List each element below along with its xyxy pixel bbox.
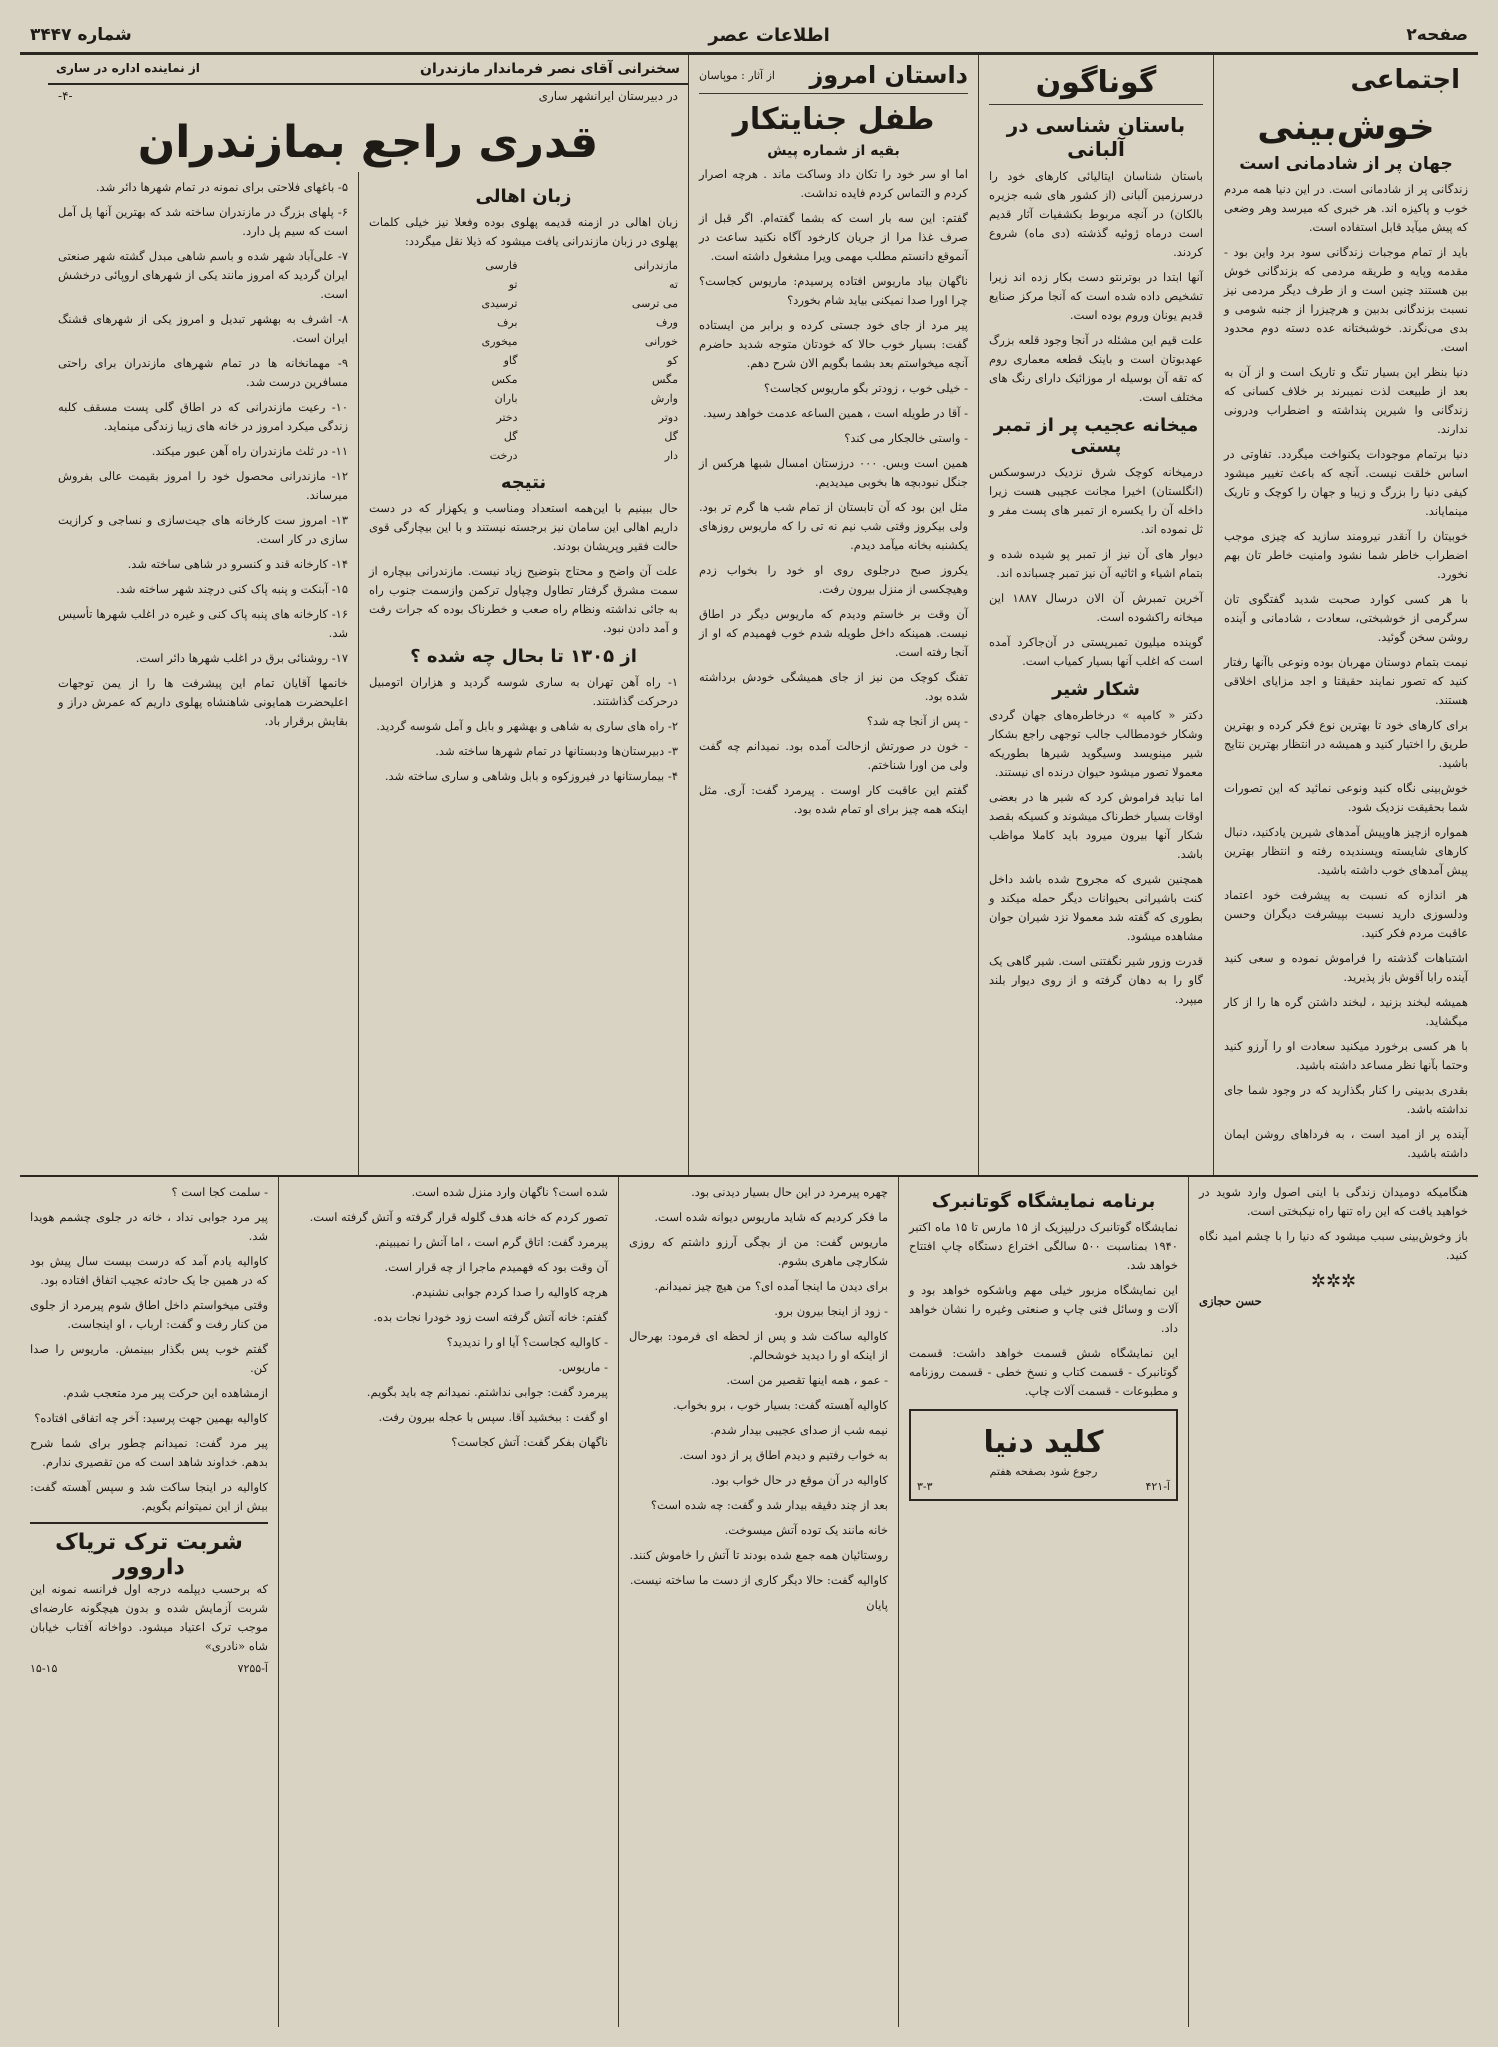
story-continued-paragraph: کاوالیه گفت: حالا دیگر کاری از دست ما ساخته نیست.	[629, 1573, 888, 1587]
story-continued-paragraph: چهره پیرمرد در این حال بسیار دیدنی بود.	[691, 1185, 888, 1199]
advertisement	[30, 1522, 268, 1675]
word-glossary	[369, 257, 678, 464]
story-paragraph: گفتم: این سه بار است که بشما گفته‌ام. اگر قبل از صرف غذا مرا از جریان کارخود آگاه نکنید ساعت در آنموقع دانستم مطلب مهمی ویرا مشغول داشته است.	[699, 211, 968, 263]
story-source: از آثار : موپاسان	[699, 68, 775, 82]
lion-hunt-paragraph: قدرت وزور شیر نگفتنی است. شیر گاهی یک گاو را به دهان گرفته و از روی دیوار بلند میپرد.	[989, 954, 1203, 1006]
story-continued-column-3	[20, 1177, 278, 2027]
story-continued-paragraph: وقتی میخواستم داخل اطاق شوم پیرمرد از جلوی من کنار رفت و گفت: ارباب ، او اینجاست.	[30, 1298, 268, 1331]
social-paragraph: نیمت بتمام دوستان مهربان بوده ونوعی باآنها رفتار کنید که تصور نمایند حقیقتا و اجد مزایای اخلاقی هستند.	[1224, 655, 1468, 707]
speech-body	[48, 172, 688, 1175]
archaeology-paragraph: علت قیم این مشئله در آنجا وجود قلعه بزرگ عهدبوتان است و باینک قطعه معماری روم که تقه آن بوسیله ار موزائیک دارای رنگ های مختلف است.	[989, 333, 1203, 404]
issue-number: شماره ۳۴۴۷	[30, 25, 132, 45]
tavern-paragraph: دیوار های آن نیز از تمبر پو شیده شده و بتمام اشیاء و اثاثیه آن نیز تمبر چسبانده اند.	[989, 547, 1203, 580]
story-continued-paragraph: ازمشاهده این حرکت پیر مرد متعجب شدم.	[62, 1386, 268, 1400]
social-paragraph: زندگانی پر از شادمانی است. در این دنیا همه مردم خوب و پاکیزه اند. هر خبری که میرسد وهر وضعی که پیش میآید قابل استفاده است.	[1224, 182, 1468, 234]
speech-header	[48, 55, 688, 85]
ad-text: که برحسب دیپلمه درجه اول فرانسه نمونه این شربت آزمایش شده و بدون هیچگونه عارضه‌ای موجب ترک اعتیاد میشود. دواخانه آفتاب خیابان شاه «نادری»	[30, 1582, 268, 1653]
story-continued-paragraph: کاوالیه آهسته گفت: بسیار خوب ، برو بخواب.	[673, 1398, 888, 1412]
story-paragraph: - پس از آنجا چه شد؟	[866, 714, 968, 728]
story-continued-paragraph: - کاوالیه کجاست؟ آیا او را ندیدید؟	[446, 1335, 608, 1349]
progress-item: ۱۷- روشنائی برق در اغلب شهرها دائر است.	[135, 651, 348, 665]
progress-item: ۶- پلهای بزرگ در مازندران ساخته شد که بهترین آنها پل آمل است که سیم پل دارد.	[58, 205, 348, 238]
story-paragraph: همین است وبس. ۰۰۰ درزستان امسال شبها هرکس از جنگل نبودبچه ها بخوبی میدیدیم.	[699, 456, 968, 489]
story-continued-paragraph: پیرمرد گفت: جوابی نداشتم. نمیدانم چه باید بگویم.	[366, 1385, 608, 1399]
social-paragraph: هر اندازه که نسبت به پیشرفت خود اعتماد ودلسوزی دارید نسبت بپیشرفت دیگران وحسن عاقبت مردم فکر کنید.	[1224, 888, 1468, 940]
speech-closing: خانمها آقایان تمام این پیشرفت ها را از یمن توجهات اعلیحضرت همایونی شاهنشاه پهلوی داریم که عمرش دراز و بقایش برقرار باد.	[58, 676, 348, 728]
glossary-word: درخت	[489, 449, 518, 462]
social-paragraph: خوش‌بینی نگاه کنید ونوعی نمائید که این تصورات شما بحقیقت نزدیک شود.	[1224, 781, 1468, 814]
reasons-text: علت آن واضح و محتاج بتوضیح زیاد نیست. مازندرانی بیچاره از سمت مشرق گرفتار تطاول وچپاول ترکمن وازسمت جنوب راه به جائی نداشته ونظام راه صعب و خطرناک بوده که جرات رفت و آمد دادن نبود.	[369, 564, 678, 635]
crossword-code-a: آ-۴۲۱	[1145, 1480, 1170, 1493]
glossary-word: گل	[503, 430, 518, 443]
tavern-body	[989, 463, 1203, 671]
story-paragraph: گفتم این عاقبت کار اوست . پیرمرد گفت: آری. مثل اینکه همه چیز برای او تمام شده بود.	[699, 783, 968, 816]
speech-venue: در دبیرستان ایرانشهر ساری	[538, 89, 678, 103]
social-paragraph: با هر کسی برخورد میکنید سعادت او را آرزو کنید وحتما بآنها نظر مساعد داشته باشید.	[1224, 1039, 1468, 1072]
story-continued-paragraph: کاوالیه ساکت شد و پس از لحظه ای فرمود: بهرحال از اینکه او را دیدید خوشحالم.	[629, 1329, 888, 1362]
variety-kicker: گوناگون	[989, 61, 1203, 105]
ad-title: شربت ترک تریاک داروور	[55, 1530, 243, 1580]
story-column	[688, 55, 978, 1175]
glossary-word: گل	[664, 430, 678, 443]
social-paragraph: با هر کسی کوارد صحبت شدید گفتگوی تان سرگرمی از خوشبختی، سعادت ، شادمانی و آینده روشن سخن گوئید.	[1224, 592, 1468, 644]
story-kicker: داستان امروز	[809, 61, 968, 89]
glossary-word: وارش	[650, 392, 678, 405]
progress-item: ۱۱- در ثلث مازندران راه آهن عبور میکند.	[151, 444, 348, 458]
crossword-title: کلید دنیا	[983, 1425, 1104, 1460]
glossary-word: ورف	[655, 316, 678, 329]
lion-hunt-body	[989, 706, 1203, 1009]
glossary-word: گاو	[503, 354, 518, 367]
tavern-paragraph: آخرین تمبرش آن الان درسال ۱۸۸۷ این میخانه راکشوده است.	[989, 591, 1203, 624]
crossword-codes	[917, 1480, 1170, 1493]
social-column	[1213, 55, 1478, 1175]
story-continued-paragraph: به خواب رفتیم و دیدم اطاق پر از دود است.	[679, 1448, 888, 1462]
page-number: صفحه۲	[1406, 25, 1468, 45]
result-text: حال ببینیم با این‌همه استعداد ومناسب و یکهزار که در دست داریم اهالی این سامان نیز برجسته نیستند و با این بیچارگی قوی حالت فقیر وپریشان بودند.	[369, 501, 678, 553]
crossword-code-b: ۳-۳	[917, 1480, 933, 1493]
story-paragraph: آن وقت بر خاستم ودیدم که ماریوس دیگر در اطاق نیست. همینکه داخل طویله شدم خوب فهمیدم که او از آنجا رفته است.	[699, 607, 968, 659]
variety-continued-column	[898, 1177, 1188, 2027]
tavern-paragraph: درمیخانه کوچک شرق نزدیک درسوسکس (انگلستان) اخیرا مجانت عجیبی هست زیرا داخله آن را یکسره از تمبر های پست مفر و ثل نموده اند.	[989, 465, 1203, 536]
progress-item: ۳- دبیرستان‌ها ودبستانها در تمام شهرها ساخته شد.	[435, 744, 678, 758]
story-paragraph: - خیلی خوب ، زودتر بگو ماریوس کجاست؟	[763, 381, 968, 395]
story-continued-paragraph: - عمو ، همه اینها تقصیر من است.	[726, 1373, 888, 1387]
story-continued-paragraph: هرچه کاوالیه را صدا کردم جوابی نشنیدم.	[411, 1285, 608, 1299]
archaeology-paragraph: آنها ابتدا در بوترنتو دست بکار زده اند زیرا تشخیص داده شده است که آنجا مرکز صنایع قدیم یونان وروم بوده است.	[989, 270, 1203, 322]
lion-hunt-paragraph: همچنین شیری که مجروح شده باشد داخل کنت باشیرانی بحیوانات دیگر حمله میکند و بطوری که گفته شد معمولا نزد شیران جوان مشاهده میشود.	[989, 872, 1203, 943]
story-header	[699, 61, 968, 94]
progress-item: ۱۶- کارخانه های پنبه پاک کنی و غیره در اغلب شهرها تأسیس شد.	[58, 607, 348, 640]
crossword-box	[909, 1409, 1178, 1501]
story-continued-paragraph: شده است؟ ناگهان وارد منزل شده است.	[411, 1185, 608, 1199]
social-body	[1224, 180, 1468, 1163]
social-title: خوش‌بینی	[1257, 107, 1435, 148]
ad-code-a: آ-۷۲۵۵	[237, 1662, 268, 1675]
lower-columns	[20, 1177, 1478, 2027]
lion-hunt-headline: شکار شیر	[1052, 679, 1140, 700]
story-continued-paragraph: پیرمرد گفت: اتاق گرم است ، اما آتش را نمیبینم.	[374, 1235, 608, 1249]
glossary-word: ته	[669, 278, 678, 291]
social-paragraph: دنیا برتمام موجودات یکنواخت میگردد. تفاوتی در اساس خلقت نیست. آنچه که باعث تغییر میشود کیفی دنیا را بزرگ و زیبا و جهان را کوچک و تاریک مینمایاند.	[1224, 447, 1468, 518]
ornament-stars: ✲✲✲	[1310, 1271, 1357, 1292]
program-title: برنامه نمایشگاه گوتانبرک	[931, 1191, 1156, 1212]
program-paragraph: این نمایشگاه مزبور خیلی مهم وباشکوه خواهد بود و آلات و وسائل فنی چاپ و صنعتی وغیره را نشان خواهد داد.	[909, 1283, 1178, 1335]
story-continued-column-2	[278, 1177, 618, 2027]
story-paragraph: - آقا در طویله است ، همین الساعه عدمت خواهد رسید.	[703, 406, 968, 420]
story-continued-paragraph: کاوالیه در اینجا ساکت شد و سپس آهسته گفت: بیش از این نمیتوانم بگویم.	[30, 1480, 268, 1513]
story-continued-body	[629, 1183, 888, 1615]
progress-item: ۸- اشرف به بهشهر تبدیل و امروز یکی از شهرهای قشنگ ایران است.	[58, 312, 348, 345]
progress-item: ۵- باغهای فلاحتی برای نمونه در تمام شهرها دائر شد.	[95, 180, 348, 194]
social-closing	[1199, 1183, 1468, 1265]
variety-column	[978, 55, 1213, 1175]
glossary-word: دختر	[496, 411, 518, 424]
story-continued-paragraph: - سلمت کجا است ؟	[171, 1185, 268, 1199]
glossary-word: دار	[664, 449, 678, 462]
story-continued-paragraph: ماریوس گفت: من از بچگی آرزو داشتم که روزی شکارچی ماهری بشوم.	[629, 1235, 888, 1268]
program-paragraph: این نمایشگاه شش قسمت خواهد داشت: قسمت گوتانبرک - قسمت کتاب و نسخ خطی - قسمت روزنامه و مطبوعات - قسمت آلات چاپ.	[909, 1346, 1178, 1398]
glossary-word: مگس	[652, 373, 678, 386]
archaeology-paragraph: باستان شناسان ایتالیائی کارهای خود را درسرزمین آلبانی (از کشور های شبه جزیره بالکان) در آنچه مربوط بکشفیات آثار قدیم است درماه ژوئیه گذشته (دی ماه) شروع کردند.	[989, 169, 1203, 259]
social-signature: حسن حجازی	[1199, 1294, 1262, 1308]
glossary-word: ترسیدی	[481, 297, 518, 310]
speech-subheader	[48, 85, 688, 107]
story-paragraph: اما او سر خود را تکان داد وساکت ماند . هرچه اصرار کردم و التماس کردم فایده نداشت.	[699, 167, 968, 200]
speech-body-right	[358, 172, 688, 1175]
story-continued-paragraph: گفتم: خانه آتش گرفته است زود خودرا نجات بده.	[373, 1310, 608, 1324]
story-body	[699, 165, 968, 819]
social-subtitle: جهان پر از شادمانی است	[1239, 154, 1453, 174]
story-paragraph: - واستی خالجکار می کند؟	[844, 431, 968, 445]
upper-columns	[20, 55, 1478, 1177]
archaeology-body	[989, 167, 1203, 407]
story-paragraph: مثل این بود که آن تابستان از تمام شب ها گرم تر بود. ولی بیکروز وقتی شب نیم نه تی را که ماریوس روزهای یکشنبه بخانه میآمد دیدم.	[699, 500, 968, 552]
language-intro: زبان اهالی در ازمنه قدیمه پهلوی بوده وفعلا نیز خیلی کلمات پهلوی در زبان مازندرانی یافت میشود که ذیلا نقل میگردد:	[369, 215, 678, 248]
story-paragraph: ناگهان بیاد ماریوس افتاده پرسیدم: ماریوس کجاست؟ چرا اورا صدا نمیکنی بیاید شام بخورد؟	[699, 274, 968, 307]
speech-correspondent: از نماینده اداره در ساری	[56, 61, 200, 75]
progress-item: ۱۲- مازندرانی محصول خود را امروز بقیمت عالی بفروش میرساند.	[58, 469, 348, 502]
progress-item: ۴- بیمارستانها در فیروزکوه و بابل وشاهی و ساری ساخته شد.	[384, 769, 678, 783]
program-body	[909, 1218, 1178, 1401]
story-continued-column	[618, 1177, 898, 2027]
glossary-word: برف	[496, 316, 518, 329]
speech-part-number: -۴-	[58, 89, 73, 103]
speech-headline: قدری راجع بمازندران	[137, 117, 599, 168]
speech-body-left	[48, 172, 358, 1175]
lion-hunt-paragraph: دکتر « کامپه » درخاطره‌های جهان گردی وشکار خودمطالب جالب توجهی راجع بشکار شیر مینویسد وسیگوید شیرها بطوریکه معمولا تصور میشود حیوان درنده ای نیستند.	[989, 708, 1203, 779]
story-continued-paragraph: کاوالیه یادم آمد که درست بیست سال پیش بود که در همین جا یک حادثه عجیب اتفاق افتاده بود.	[30, 1254, 268, 1287]
social-closing-paragraph: هنگامیکه دومیدان زندگی با اینی اصول وارد شوید در خواهید یافت که این راه تنها راه نیکبختی است.	[1199, 1185, 1468, 1218]
social-continued-column	[1188, 1177, 1478, 2027]
language-title: زبان اهالی	[475, 186, 572, 207]
social-paragraph: آینده پر از امید است ، به فرداهای روشن ایمان داشته باشید.	[1224, 1127, 1468, 1160]
story-continued-paragraph: پیر مرد جوابی نداد ، خانه در جلوی چشمم هویدا شد.	[30, 1210, 268, 1243]
tavern-paragraph: گوینده میلیون تمبرپستی در آن‌جاکرد آمده است که اغلب آنها بسیار کمیاب است.	[989, 635, 1203, 668]
program-paragraph: نمایشگاه گوتانبرک درلیپزیک از ۱۵ مارس تا ۱۵ ماه اکتبر ۱۹۴۰ بمناسبت ۵۰۰ سالگی اختراع دستگاه چاپ افتتاح خواهد شد.	[909, 1220, 1178, 1272]
speech-title: سخنرانی آقای نصر فرماندار مازندران	[420, 61, 680, 77]
story-continued-paragraph: ما فکر کردیم که شاید ماریوس دیوانه شده است.	[654, 1210, 888, 1224]
story-continued-paragraph: بعد از چند دقیقه بیدار شد و گفت: چه شده است؟	[650, 1498, 888, 1512]
lion-hunt-paragraph: اما نباید فراموش کرد که شیر ها در بعضی اوقات بسیار خطرناک میشوند و کسیکه بقصد شکار آنها بیرون میرود باید کاملا مواظب باشد.	[989, 790, 1203, 861]
story-continued-paragraph: کاوالیه بهمین جهت پرسید: آخر چه اتفاقی افتاده؟	[34, 1411, 268, 1425]
progress-item: ۷- علی‌آباد شهر شده و باسم شاهی مبدل گشته شهر صنعتی ایران گردید که امروز مانند یکی از شهرهای اروپائی درخشش است.	[58, 249, 348, 301]
progress-item: ۱۳- امروز ست کارخانه های جیت‌سازی و نساجی و کرازیت سازی در کار است.	[58, 513, 348, 546]
social-kicker: اجتماعی	[1350, 65, 1460, 95]
ad-code-b: ۱۵-۱۵	[30, 1662, 58, 1675]
story-continued: بقیه از شماره پیش	[767, 143, 900, 159]
story-continued-paragraph: پایان	[866, 1598, 888, 1612]
glossary-word: میخوری	[481, 335, 518, 348]
story-continued-paragraph: تصور کردم که خانه هدف گلوله قرار گرفته و آتش گرفته است.	[309, 1210, 608, 1224]
story-continued-paragraph: برای دیدن ما اینجا آمده ای؟ من هیچ چیز نمیدانم.	[654, 1279, 888, 1293]
story-continued-paragraph: روستائیان همه جمع شده بودند تا آتش را خاموش کنند.	[629, 1548, 888, 1562]
story-continued-paragraph: ناگهان بفکر گفت: آتش کجاست؟	[451, 1435, 608, 1449]
progress-item: ۱۵- آبنکت و پنبه پاک کنی درچند شهر ساخته شد.	[116, 582, 348, 596]
social-paragraph: همواره ازچیز هاوپیش آمدهای شیرین یادکنید، دنبال کارهای شایسته وپسندیده رفته و انتظار بهترین پیش آمدهای خوب داشته باشید.	[1224, 825, 1468, 877]
progress-items-first	[369, 673, 678, 786]
progress-item: ۹- مهمانخانه ها در تمام شهرهای مازندران برای راحتی مسافرین درست شد.	[58, 356, 348, 389]
result-title: نتیجه	[500, 472, 547, 493]
progress-item: ۱۰- رعیت مازندرانی که در اطاق گلی پست مسقف کلبه زندگی میکرد امروز در خانه های زیبا زندگی مینماید.	[58, 400, 348, 433]
story-continued-paragraph: - زود از اینجا بیرون برو.	[774, 1304, 888, 1318]
social-paragraph: همیشه لبخند بزنید ، لبخند داشتن گره ها را از کار میگشاید.	[1224, 995, 1468, 1028]
story-continued-paragraph: آن وقت بود که فهمیدم ماجرا از چه قرار است.	[384, 1260, 608, 1274]
story-paragraph: تفنگ کوچک من نیز از جای همیشگی خودش برداشته شده بود.	[699, 670, 968, 703]
story-continued-body-3	[30, 1183, 268, 1516]
story-continued-paragraph: - ماریوس.	[558, 1360, 608, 1374]
social-paragraph: خوبیتان را آنقدر نیرومند سازید که چیزی موجب اضطراب خاطر شما نشود وامنیت خاطر تان بهم نخورد.	[1224, 529, 1468, 581]
paper-title: اطلاعات عصر	[708, 24, 830, 46]
glossary-word: تو	[508, 278, 518, 291]
story-paragraph: یکروز صبح درجلوی روی او خود را بخواب زدم وهیچکسی از منزل بیرون رفت.	[699, 563, 968, 596]
social-paragraph: برای کارهای خود تا بهترین نوع فکر کرده و بهترین طریق را اختیار کنید و همیشه در انتظار بهترین نتایج باشید.	[1224, 718, 1468, 770]
story-continued-paragraph: کاوالیه در آن موقع در حال خواب بود.	[710, 1473, 888, 1487]
speech-column	[48, 55, 688, 1175]
progress-item: ۱۴- کارخانه قند و کنسرو در شاهی ساخته شد.	[127, 557, 348, 571]
social-paragraph: دنیا بنظر این بسیار تنگ و تاریک است و از آن به بعد از طبیعت لذت نمیبرند بر خلاف کسانی که زندگانی وا شیرین پنداشته و اضطراب ودرونی ندارند.	[1224, 365, 1468, 436]
glossary-word: فارسی	[485, 259, 518, 272]
story-paragraph: پیر مرد از جای خود جستی کرده و برابر من ایستاده گفت: بسیار خوب حالا که خودتان متوجه شدید حاضرم آنچه میخواستم بعد بشما بگویم الان شرح دهم.	[699, 318, 968, 370]
glossary-word: باران	[494, 392, 518, 405]
story-continued-paragraph: پیر مرد گفت: نمیدانم چطور برای شما شرح بدهم. خداوند شاهد است که من تقصیری ندارم.	[30, 1436, 268, 1469]
story-continued-body-2	[289, 1183, 608, 1452]
social-paragraph: اشتباهات گذشته را فراموش نموده و سعی کنید آینده رابا آقوش باز پذیرید.	[1224, 951, 1468, 984]
crossword-note: رجوع شود بصفحه هفتم	[989, 1465, 1098, 1478]
social-closing-paragraph: باز وخوش‌بینی سبب میشود که دنیا را با چشم امید نگاه کنید.	[1199, 1229, 1468, 1262]
masthead	[20, 18, 1478, 55]
progress-item: ۱- راه آهن تهران به ساری شوسه گردید و هزاران اتومبیل درحرکت گذاشتند.	[369, 675, 678, 708]
ad-codes	[30, 1662, 268, 1675]
year-section-title: از ۱۳۰۵ تا بحال چه شده ؟	[410, 646, 637, 667]
glossary-word: دوتر	[658, 411, 678, 424]
glossary-word: کو	[667, 354, 678, 367]
story-continued-paragraph: گفتم خوب پس بگذار ببینمش. ماریوس را صدا کن.	[30, 1342, 268, 1375]
progress-item: ۲- راه های ساری به شاهی و بهشهر و بابل و آمل شوسه گردید.	[376, 719, 678, 733]
archaeology-headline: باستان شناسی در آلبانی	[1006, 113, 1186, 161]
social-paragraph: بقدری بدبینی را کنار بگذارید که در وجود شما جای نداشته باشد.	[1224, 1083, 1468, 1116]
story-continued-paragraph: او گفت : ببخشید آقا. سپس با عجله بیرون رفت.	[378, 1410, 608, 1424]
story-paragraph: - خون در صورتش ازحالت آمده بود. نمیدانم چه گفت ولی من اورا شناختم.	[699, 739, 968, 772]
tavern-headline: میخانه عجیب پر از تمبر پستی	[993, 415, 1199, 457]
social-paragraph: باید از تمام موجبات زندگانی سود برد واین بود - مقدمه وپایه و طریقه مردمی که بزندگانی خوش بین هستند چنین است و از طرف دیگر مردمی نیز نسبت بزندگانی بدبین و هرچیزرا از جنبه شومی و بدی می‌نگرند. خوشبختانه عده دسته دوم محدود است.	[1224, 245, 1468, 354]
story-continued-paragraph: خانه مانند یک توده آتش میسوخت.	[724, 1523, 888, 1537]
glossary-word: مازندرانی	[634, 259, 678, 272]
glossary-word: مکس	[491, 373, 518, 386]
story-headline: طفل جنایتکار	[732, 102, 935, 137]
glossary-word: خورانی	[644, 335, 678, 348]
story-continued-paragraph: نیمه شب از صدای عجیبی بیدار شدم.	[710, 1423, 888, 1437]
progress-items-second	[58, 178, 348, 668]
glossary-word: می ترسی	[631, 297, 678, 310]
